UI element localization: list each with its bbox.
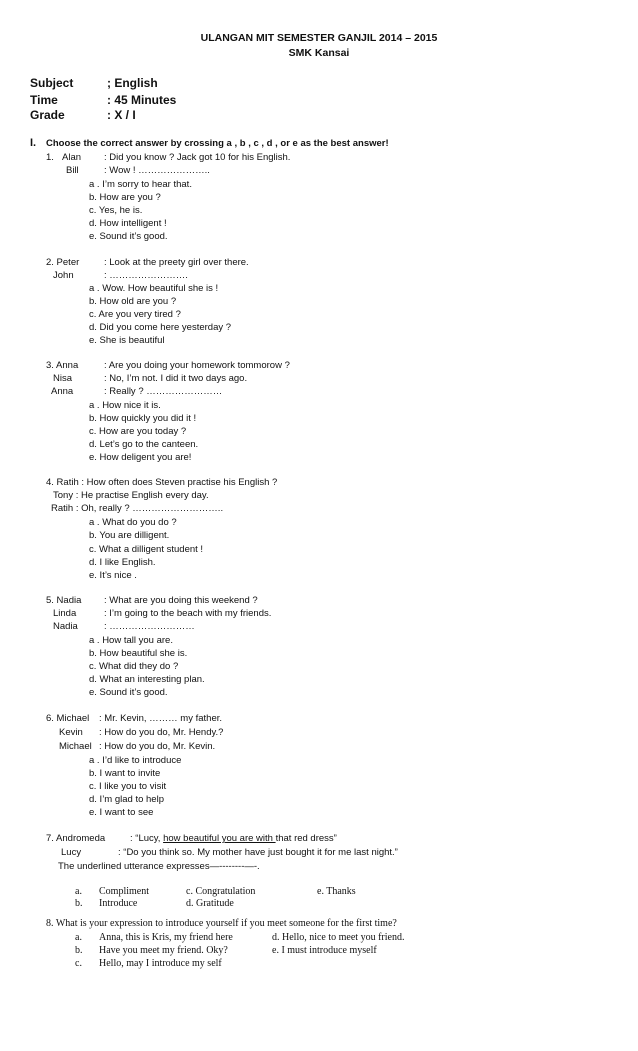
q1-option-e: e. Sound it’s good. (89, 231, 168, 242)
q8-option-a: Anna, this is Kris, my friend here (99, 932, 233, 943)
q5-option-b: b. How beautiful she is. (89, 648, 188, 659)
q8-option-c: Hello, may I introduce my self (99, 958, 222, 969)
q4-option-a: a . What do you do ? (89, 517, 177, 528)
q7-speaker-1: 7. Andromeda (46, 833, 106, 844)
q4-option-e: e. It’s nice . (89, 570, 137, 581)
q5-speaker-1: 5. Nadia (46, 595, 82, 606)
q3-line-3: : Really ? …………………… (104, 386, 223, 397)
q3-option-e: e. How deligent you are! (89, 452, 192, 463)
q2-option-d: d. Did you come here yesterday ? (89, 322, 232, 333)
q6-line-3: : How do you do, Mr. Kevin. (99, 741, 216, 752)
q3-line-1: : Are you doing your homework tommorow ? (104, 360, 290, 371)
q7-option-e: e. Thanks (317, 886, 356, 897)
q4-line-3: Ratih : Oh, really ? ……………………….. (51, 503, 224, 514)
q4-option-c: c. What a dilligent student ! (89, 544, 204, 555)
q2-line-2: : ……………………. (104, 270, 188, 281)
q5-speaker-3: Nadia (53, 621, 78, 632)
q4-line-1: 4. Ratih : How often does Steven practise his English ? (46, 477, 278, 488)
q6-option-b: b. I want to invite (89, 768, 161, 779)
q2-speaker-1: 2. Peter (46, 257, 80, 268)
q8-option-e: e. I must introduce myself (272, 945, 377, 956)
q6-speaker-2: Kevin (59, 727, 83, 738)
subject-value: ; English (107, 76, 158, 90)
q7-line-1-pre: : “Lucy, (130, 833, 164, 844)
q6-option-d: d. I’m glad to help (89, 794, 164, 805)
q1-speaker-1: Alan (62, 152, 82, 163)
q8-option-b-letter: b. (75, 945, 83, 956)
q8-question: 8. What is your expression to introduce yourself if you meet someone for the first time? (46, 918, 397, 929)
section-number: I. (30, 137, 37, 149)
q7-line-1 (130, 833, 337, 844)
q3-option-d: d. Let’s go to the canteen. (89, 439, 199, 450)
q6-option-c: c. I like you to visit (89, 781, 167, 792)
instruction-text: Choose the correct answer by crossing a , b , c , d , or e as the best answer! (46, 138, 389, 149)
q7-line-1-post: that red dress” (275, 833, 337, 844)
q4-option-d: d. I like English. (89, 557, 156, 568)
q5-option-a: a . How tall you are. (89, 635, 173, 646)
q7-underlined-phrase: how beautiful you are with (163, 833, 276, 844)
q3-speaker-2: Nisa (53, 373, 73, 384)
q5-option-d: d. What an interesting plan. (89, 674, 205, 685)
q6-option-e: e. I want to see (89, 807, 154, 818)
q4-line-2: Tony : He practise English every day. (53, 490, 209, 501)
q1-option-b: b. How are you ? (89, 192, 161, 203)
q5-speaker-2: Linda (53, 608, 77, 619)
q7-option-d: d. Gratitude (186, 898, 234, 909)
time-value: : 45 Minutes (107, 93, 177, 107)
q5-line-1: : What are you doing this weekend ? (104, 595, 258, 606)
q5-line-2: : I’m going to the beach with my friends. (104, 608, 272, 619)
q8-option-a-letter: a. (75, 932, 82, 943)
q1-line-1: : Did you know ? Jack got 10 for his English. (104, 152, 291, 163)
q1-option-d: d. How intelligent ! (89, 218, 167, 229)
q7-option-b-letter: b. (75, 898, 83, 909)
q5-option-e: e. Sound it’s good. (89, 687, 168, 698)
q3-option-c: c. How are you today ? (89, 426, 187, 437)
q6-speaker-1: 6. Michael (46, 713, 90, 724)
q7-option-b: Introduce (99, 898, 138, 909)
q7-option-c: c. Congratulation (186, 886, 256, 897)
q6-line-2: : How do you do, Mr. Hendy.? (99, 727, 224, 738)
grade-label: Grade (30, 108, 65, 122)
q6-line-1: : Mr. Kevin, ……… my father. (99, 713, 223, 724)
q2-line-1: : Look at the preety girl over there. (104, 257, 249, 268)
q7-line-3: The underlined utterance expresses—--------—-. (58, 861, 260, 872)
q2-option-a: a . Wow. How beautiful she is ! (89, 283, 219, 294)
q7-line-2: : “Do you think so. My mother have just bought it for me last night.” (118, 847, 398, 858)
q3-speaker-1: 3. Anna (46, 360, 79, 371)
q3-speaker-3: Anna (51, 386, 74, 397)
q6-speaker-3: Michael (59, 741, 92, 752)
q8-option-c-letter: c. (75, 958, 82, 969)
q8-option-d: d. Hello, nice to meet you friend. (272, 932, 405, 943)
grade-value: : X / I (107, 108, 136, 122)
q1-option-a: a . I’m sorry to hear that. (89, 179, 192, 190)
q8-option-b: Have you meet my friend. Oky? (99, 945, 228, 956)
q1-speaker-2: Bill (66, 165, 79, 176)
q1-number: 1. (46, 152, 54, 163)
q3-option-b: b. How quickly you did it ! (89, 413, 197, 424)
q1-option-c: c. Yes, he is. (89, 205, 143, 216)
q1-line-2: : Wow ! ………………….. (104, 165, 210, 176)
page-title: ULANGAN MIT SEMESTER GANJIL 2014 – 2015 (200, 32, 438, 44)
q2-option-b: b. How old are you ? (89, 296, 177, 307)
q2-option-e: e. She is beautiful (89, 335, 165, 346)
q7-speaker-2: Lucy (61, 847, 82, 858)
q2-option-c: c. Are you very tired ? (89, 309, 181, 320)
q3-option-a: a . How nice it is. (89, 400, 161, 411)
q4-option-b: b. You are dilligent. (89, 530, 170, 541)
subject-label: Subject (30, 76, 74, 90)
q3-line-2: : No, I’m not. I did it two days ago. (104, 373, 248, 384)
q6-option-a: a . I’d like to introduce (89, 755, 182, 766)
q7-option-a-letter: a. (75, 886, 82, 897)
school-name: SMK Kansai (288, 47, 350, 59)
q2-speaker-2: John (53, 270, 74, 281)
q5-option-c: c. What did they do ? (89, 661, 179, 672)
q5-line-3: : ……………………… (104, 621, 195, 632)
q7-option-a: Compliment (99, 886, 149, 897)
time-label: Time (30, 93, 58, 107)
